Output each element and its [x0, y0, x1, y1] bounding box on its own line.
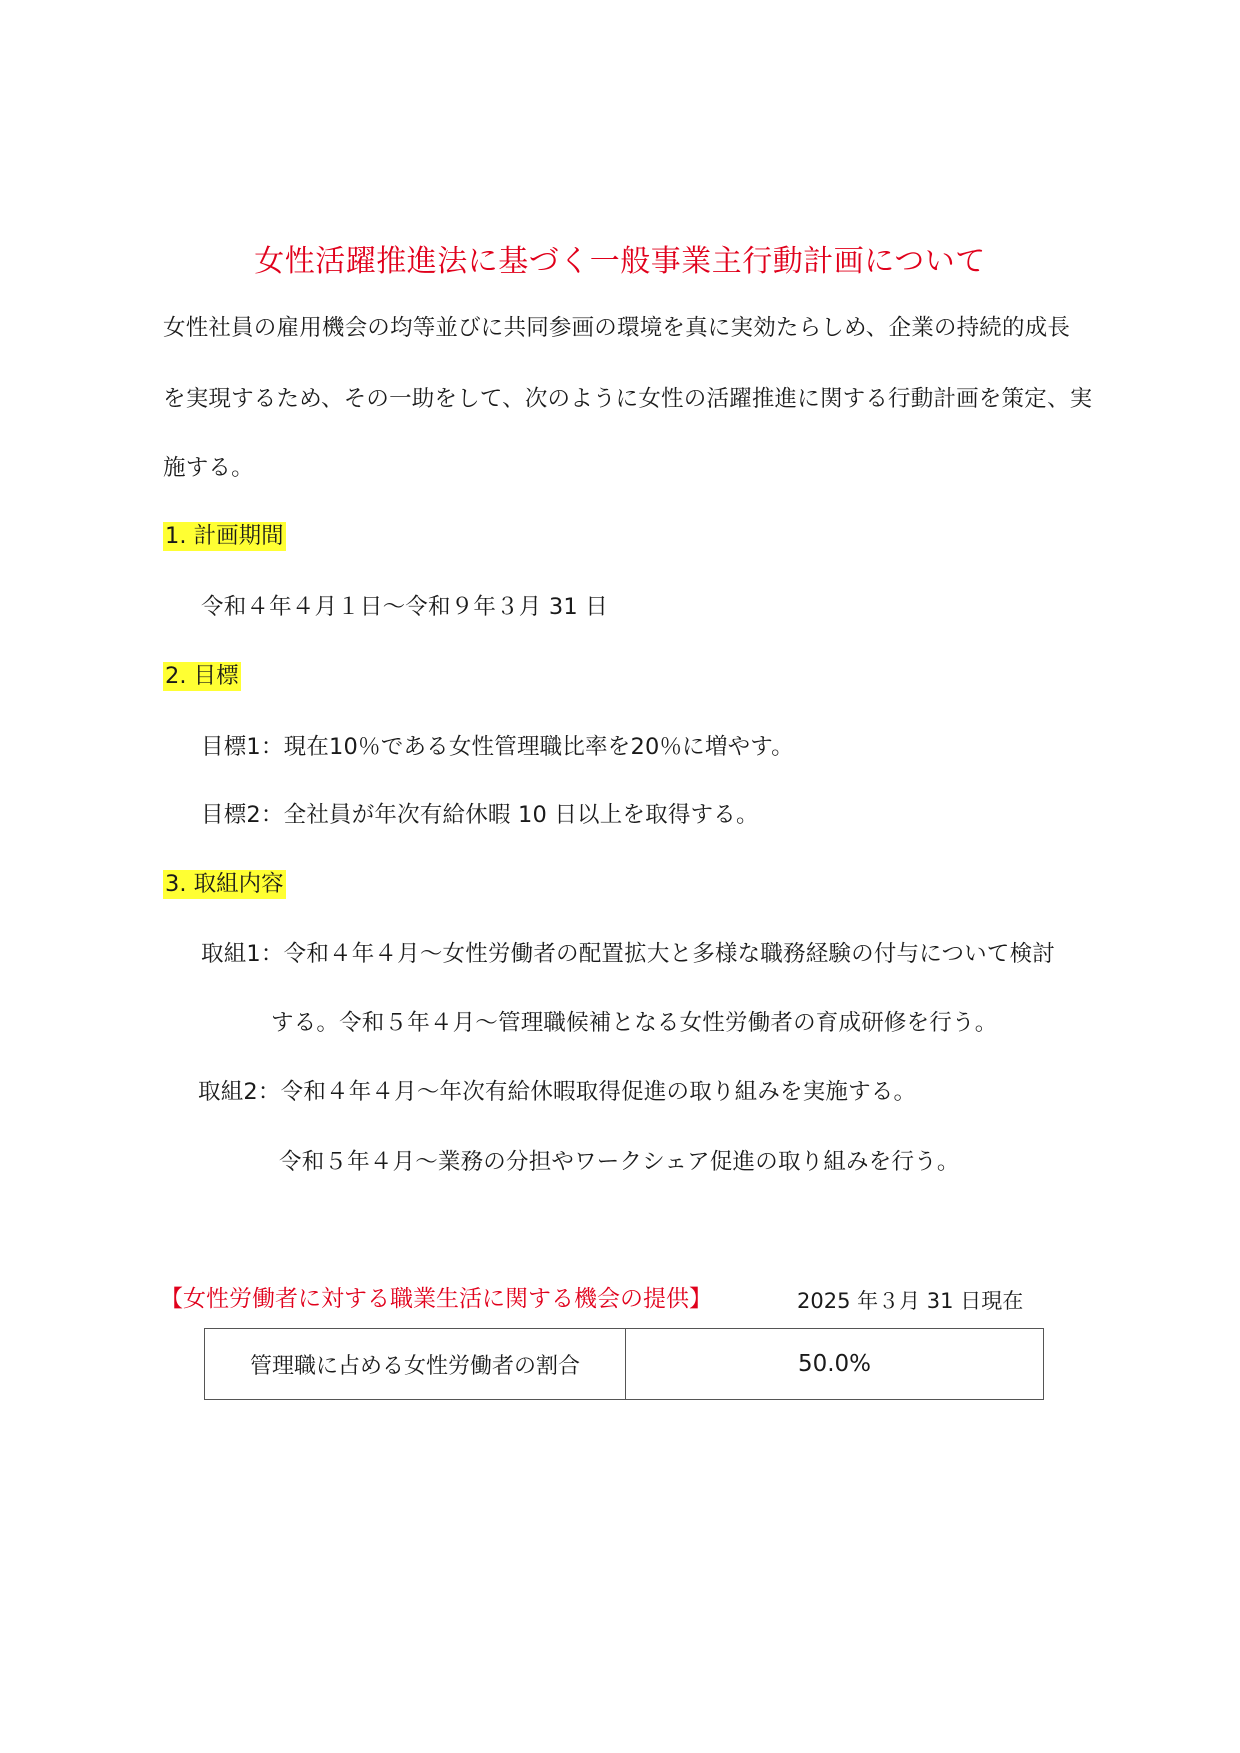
section-2-heading: [163, 658, 241, 690]
action-1-line-1: 取組1：令和４年４月～女性労働者の配置拡大と多様な職務経験の付与について検討: [201, 941, 1055, 967]
section-3-heading-text: 3. 取組内容: [165, 871, 284, 897]
goal-1: 目標1：現在10％である女性管理職比率を20％に増やす。: [201, 734, 794, 760]
section-1-heading: [163, 518, 286, 550]
goal-2: 目標2：全社員が年次有給休暇 10 日以上を取得する。: [201, 802, 759, 828]
offer-date: 2025 年３月 31 日現在: [797, 1289, 1024, 1313]
section-2-heading-text: 2. 目標: [165, 663, 239, 689]
section-3-heading: [163, 866, 286, 898]
intro-line-3: 施する。: [163, 455, 254, 481]
section-1-heading-text: 1. 計画期間: [165, 523, 284, 549]
plan-period: 令和４年４月１日～令和９年３月 31 日: [201, 594, 608, 620]
intro-line-2: を実現するため、その一助をして、次のように女性の活躍推進に関する行動計画を策定、実: [163, 386, 1093, 412]
page-title: 女性活躍推進法に基づく一般事業主行動計画について: [254, 244, 986, 279]
action-1-line-2: する。令和５年４月～管理職候補となる女性労働者の育成研修を行う。: [271, 1010, 998, 1036]
intro-line-1: 女性社員の雇用機会の均等並びに共同参画の環境を真に実効たらしめ、企業の持続的成長: [163, 315, 1071, 341]
table-value-cell: 50.0%: [797, 1351, 872, 1377]
table-label-cell: 管理職に占める女性労働者の割合: [205, 1329, 626, 1399]
offer-title: 【女性労働者に対する職業生活に関する機会の提供】: [160, 1286, 712, 1312]
action-2-line-1: 取組2：令和４年４月～年次有給休暇取得促進の取り組みを実施する。: [198, 1079, 917, 1105]
action-2-line-2: 令和５年４月～業務の分担やワークシェア促進の取り組みを行う。: [279, 1149, 960, 1175]
offer-table: [204, 1328, 1044, 1400]
